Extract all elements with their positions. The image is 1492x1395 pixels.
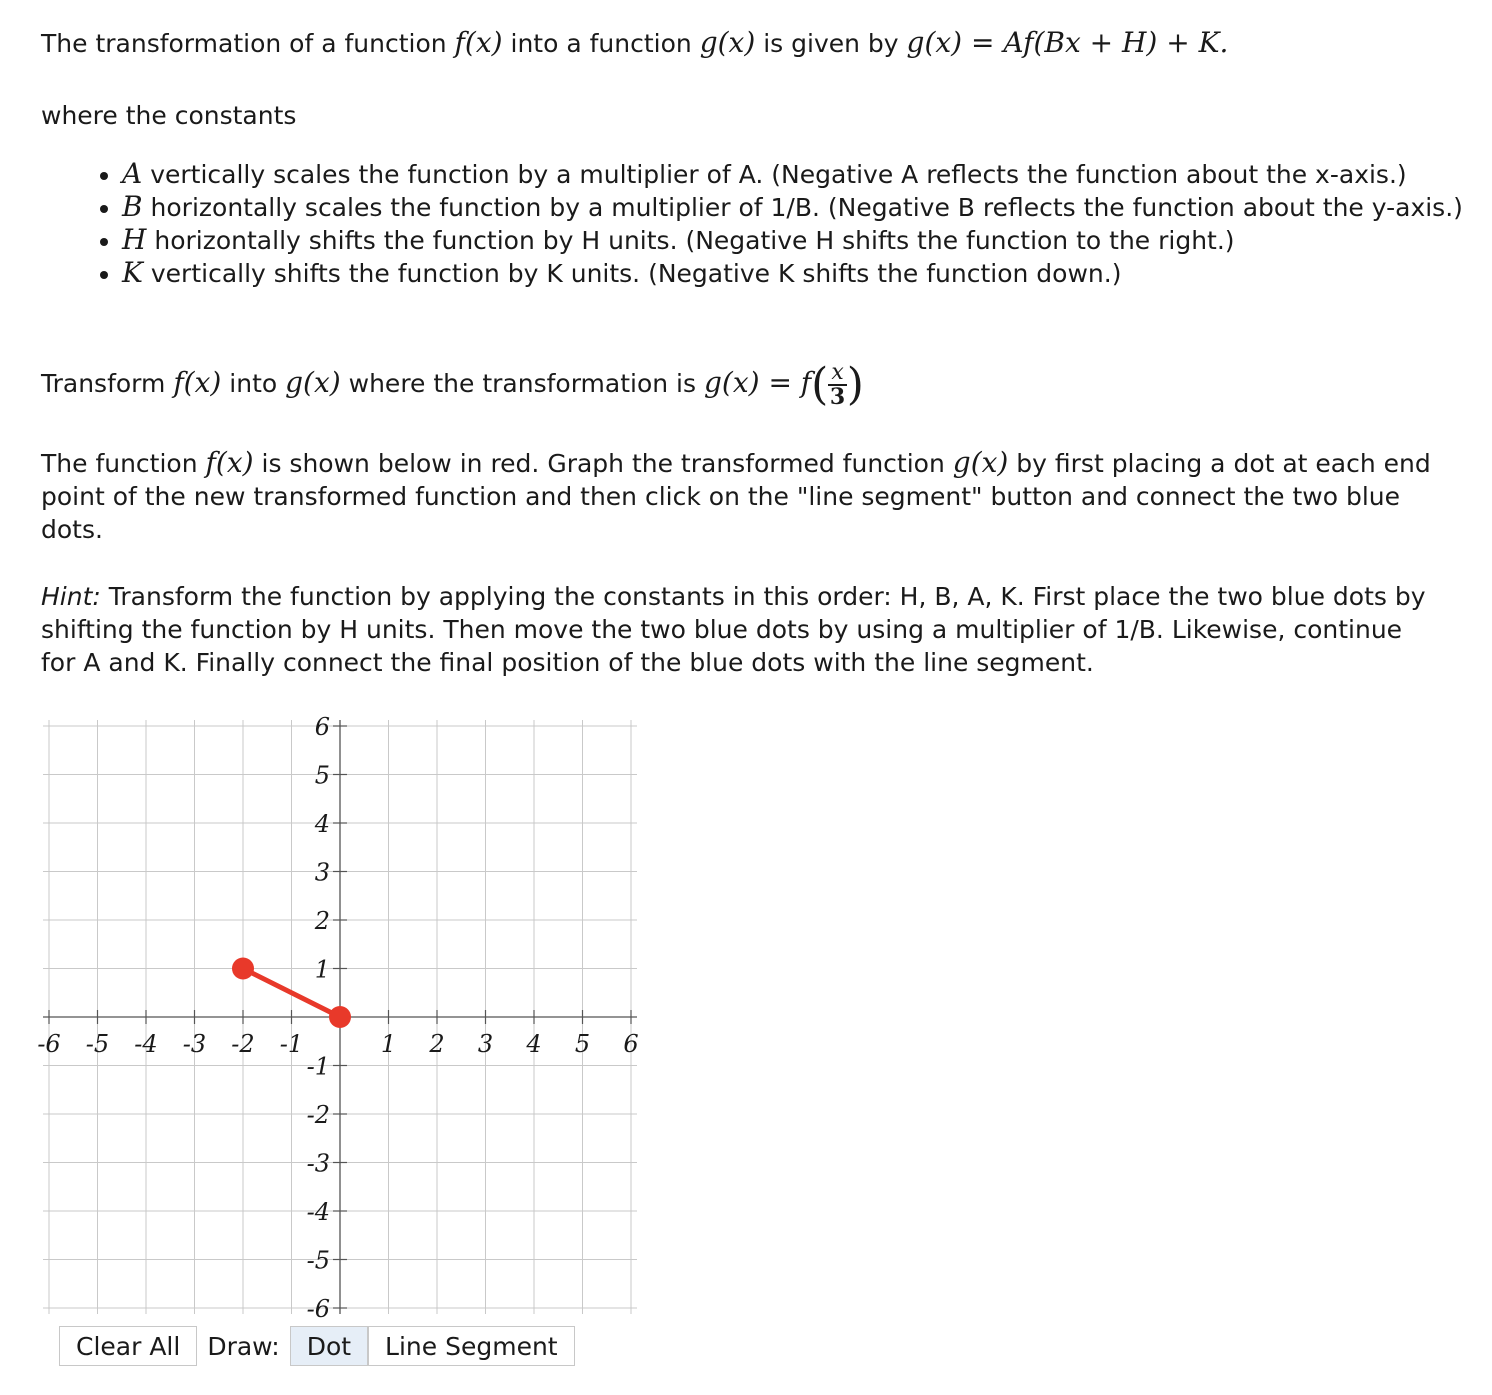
x-axis-labels [37,1030,638,1058]
x-tick-label: -1 [279,1030,304,1058]
y-tick-label: -2 [306,1101,330,1129]
task-where: where the transformation is [348,369,697,398]
fraction: $\frac{x}{3}$ [829,360,846,410]
bullet-a: • A vertically scales the function by a multiplier of A. (Negative A reflects the function about the x-axis.) [122,158,1492,191]
toolbar [59,1325,575,1367]
y-tick-label: -3 [306,1149,330,1178]
hint-text: Transform the function by applying the constants in this order: H, B, A, K. First place the two blue dots by shifting the function by H units. Then move the two blue dots by using a multiplier of 1/B. Likewise, continue for A and K. Finally connect the final position of the blue dots with the line segment. [41,582,1426,677]
y-tick-label: 6 [314,713,330,741]
y-tick-label: -4 [306,1198,330,1226]
bullet-k: • K vertically shifts the function by K units. (Negative K shifts the function down.) [122,257,1492,290]
task-lhs: g(x) = f [703,366,812,399]
transformation-formula: g(x) = Af(Bx + H) + K. [906,26,1229,59]
instructions: The function f(x) is shown below in red. Graph the transformed function g(x) by first placing a dot at each end point of the new transformed function and then click on the "line segment" button and connect the two blue dots. [41,446,1431,544]
constants-list [82,158,1492,290]
intro-given: is given by [763,29,899,58]
task-into: into [229,369,278,398]
red-endpoint [232,958,254,980]
task-transform: Transform [41,369,166,398]
x-tick-label: -6 [37,1030,61,1058]
gx-math: g(x) [699,26,756,59]
y-tick-label: -6 [306,1295,330,1323]
x-tick-label: -4 [134,1030,158,1058]
y-tick-label: -5 [306,1246,330,1275]
draw-label: Draw: [207,1331,280,1361]
bullet-b: • B horizontally scales the function by a multiplier of 1/B. (Negative B reflects the function about the y-axis.) [122,191,1492,224]
x-tick-label: -2 [231,1030,255,1058]
task-fx: f(x) [173,366,222,399]
y-tick-label: 2 [314,907,330,935]
bullet-h: • H horizontally shifts the function by H units. (Negative H shifts the function to the right.) [122,224,1492,257]
constants-intro: where the constants [41,101,297,130]
hint-label: Hint: [41,582,101,611]
x-tick-label: -5 [85,1030,110,1058]
line-segment-button[interactable]: Line Segment [368,1326,575,1366]
coordinate-grid[interactable] [37,713,640,1323]
x-tick-label: 2 [429,1030,445,1058]
red-endpoint [329,1006,351,1028]
y-tick-label: 5 [314,761,330,790]
x-tick-label: -3 [182,1030,207,1058]
y-tick-label: 1 [314,955,330,984]
x-tick-label: 1 [380,1030,397,1058]
task-gx: g(x) [285,366,341,399]
clear-all-button[interactable]: Clear All [59,1326,197,1366]
y-tick-label: 4 [314,810,330,838]
x-tick-label: 5 [574,1030,591,1058]
x-tick-label: 3 [477,1030,494,1058]
intro-text: The transformation of a function [41,29,447,58]
x-tick-label: 6 [623,1030,639,1058]
hint [41,580,1441,679]
intro-line [41,26,1228,60]
x-tick-label: 4 [526,1030,542,1058]
y-tick-label: -1 [306,1052,330,1081]
intro-into: into a function [510,29,692,58]
y-axis-labels [307,713,330,1323]
task-line: Transform f(x) into g(x) where the transformation is g(x) = f( $\frac{x}{3}$ ) [41,359,864,410]
fx-math: f(x) [454,26,503,59]
y-tick-label: 3 [314,858,330,887]
dot-button[interactable]: Dot [290,1326,368,1366]
